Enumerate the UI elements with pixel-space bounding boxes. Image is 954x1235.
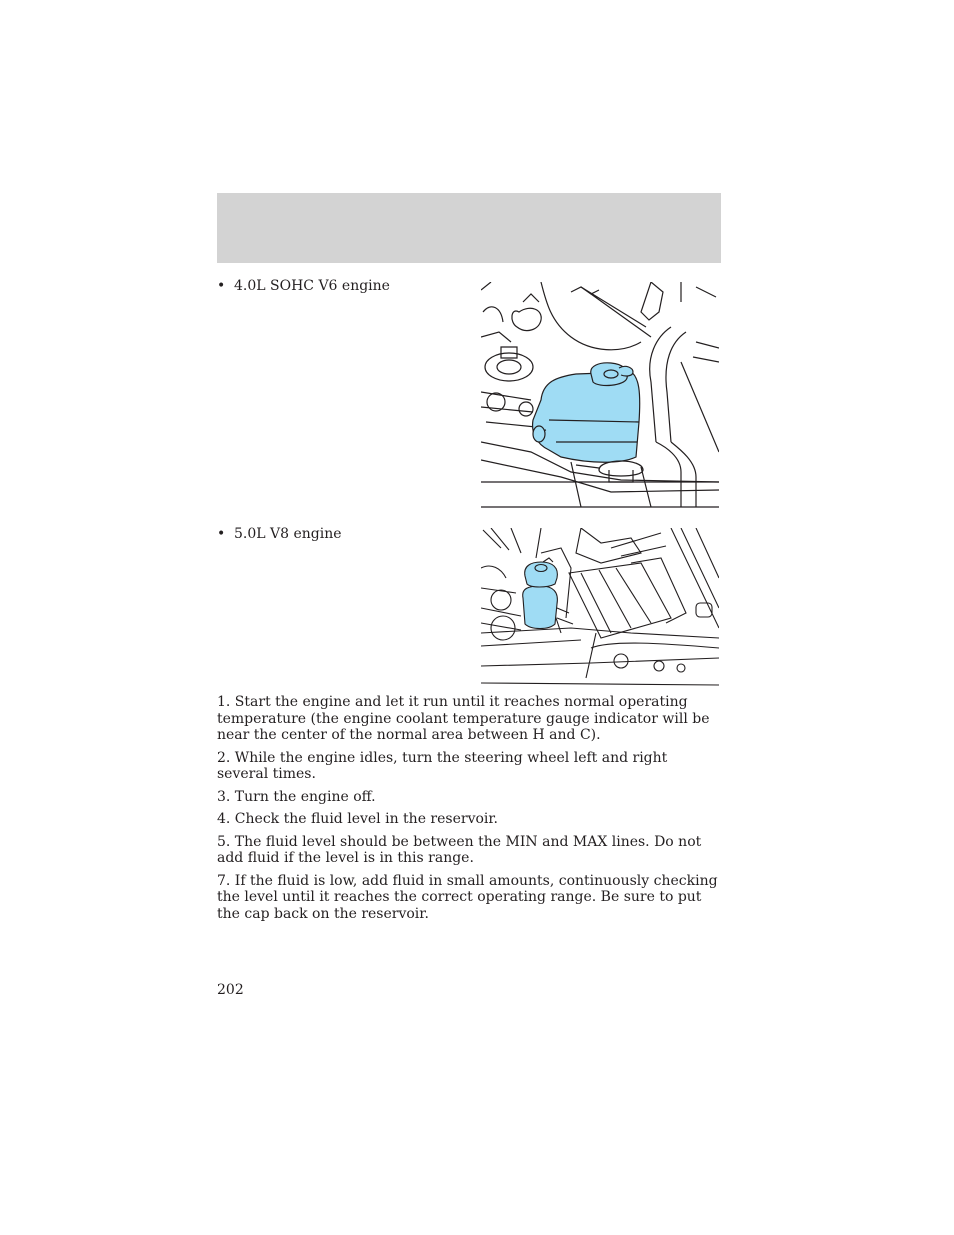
engine-label-v6: 4.0L SOHC V6 engine [234,278,390,294]
engine-bullet-v8 [217,526,342,543]
v8-engine-illustration [481,528,719,688]
step-2: 2. While the engine idles, turn the steering wheel left and right several times. [217,749,668,782]
procedure-steps [217,694,721,928]
step-7: 7. If the fluid is low, add fluid in small amounts, continuously checking the level until it reaches the correct operating range. Be sure to put the cap back on the reservoir. [217,872,718,922]
page-number: 202 [217,982,244,998]
step-5: 5. The fluid level should be between the MIN and MAX lines. Do not add fluid if the level is in this range. [217,833,702,866]
bullet-mark: • [217,278,226,294]
v6-engine-illustration [481,282,719,512]
step-1: 1. Start the engine and let it run until it reaches normal operating temperature (the engine coolant temperature gauge indicator will be near the center of the normal area between H and C). [217,694,710,743]
step-3: 3. Turn the engine off. [217,788,376,805]
bullet-mark: • [217,526,226,542]
section-header-band [217,193,721,263]
engine-bullet-v6 [217,278,390,295]
step-4: 4. Check the fluid level in the reservoir. [217,811,498,827]
engine-label-v8: 5.0L V8 engine [234,526,342,542]
